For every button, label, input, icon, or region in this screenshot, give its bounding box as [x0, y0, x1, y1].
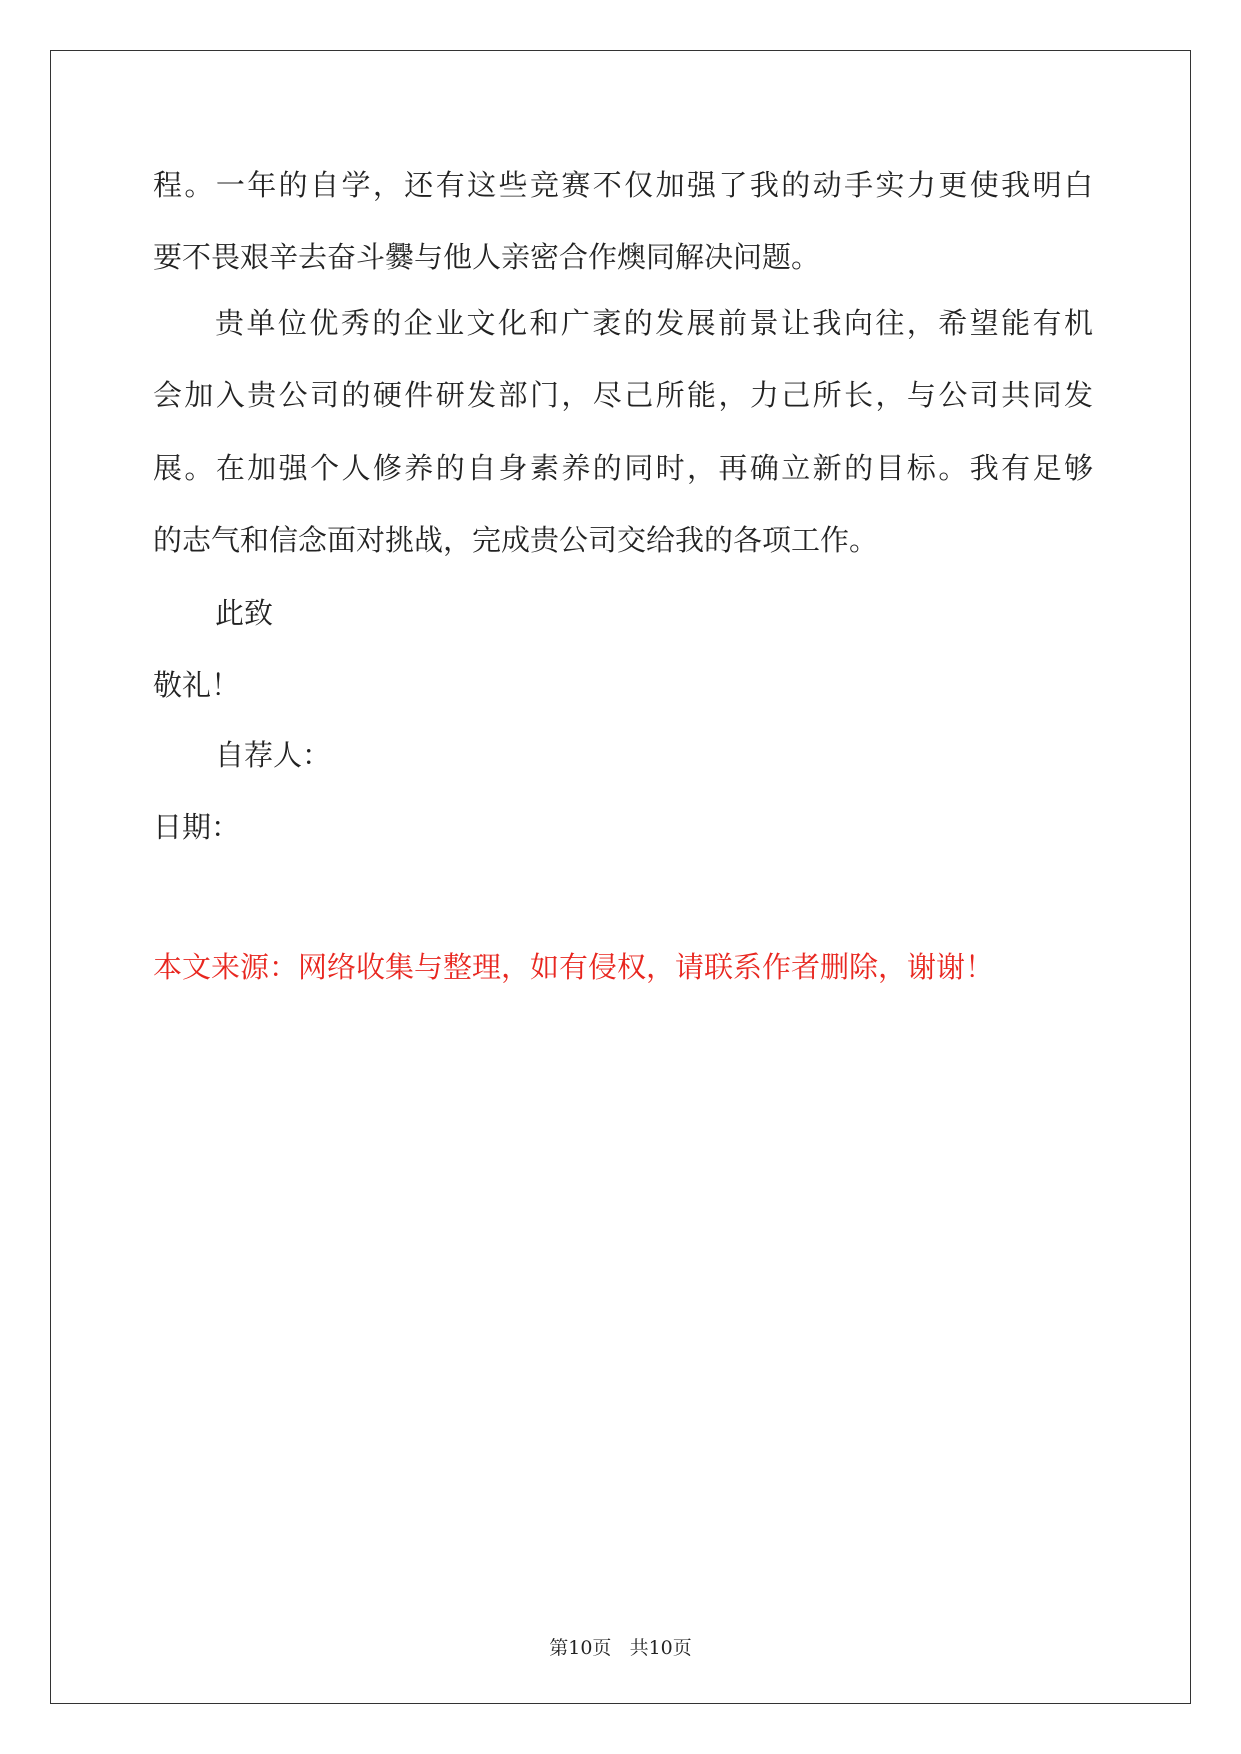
page-total: 共10页	[629, 1637, 692, 1659]
paragraph-line: 贵单位优秀的企业文化和广袤的发展前景让我向往，希望能有机	[215, 306, 1093, 340]
source-note: 本文来源：网络收集与整理，如有侵权，请联系作者删除，谢谢！	[153, 950, 995, 984]
signer-label: 自荐人：	[215, 738, 332, 772]
date-label: 日期：	[153, 810, 241, 844]
page-footer	[0, 1633, 1241, 1660]
paragraph-line: 会加入贵公司的硬件研发部门，尽己所能，力己所长，与公司共同发	[153, 378, 1093, 412]
regards: 敬礼！	[153, 668, 241, 702]
paragraph-line: 要不畏艰辛去奋斗爨与他人亲密合作燠同解决问题。	[153, 240, 821, 274]
paragraph-line: 的志气和信念面对挑战，完成贵公司交给我的各项工作。	[153, 523, 879, 557]
page-number: 第10页	[549, 1637, 612, 1659]
page-border	[50, 50, 1191, 1704]
paragraph-line: 程。一年的自学，还有这些竞赛不仅加强了我的动手实力更使我明白	[153, 168, 1093, 202]
paragraph-line: 展。在加强个人修养的自身素养的同时，再确立新的目标。我有足够	[153, 451, 1093, 485]
salutation: 此致	[215, 596, 274, 630]
